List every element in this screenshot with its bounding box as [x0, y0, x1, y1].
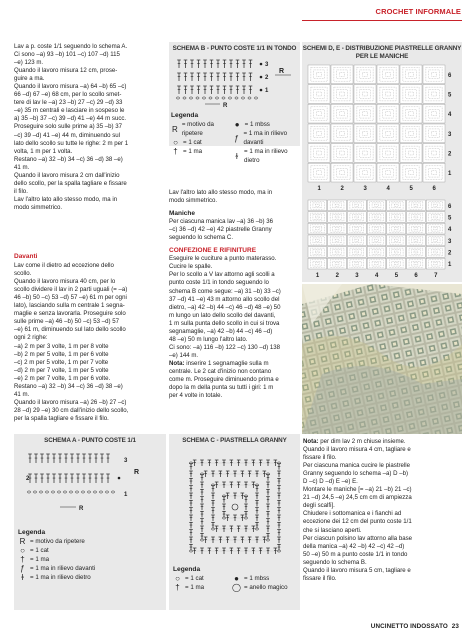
col-number: 2	[340, 186, 344, 192]
schema-a-legend-symbol-icon: †	[20, 555, 25, 565]
schema-c-title: SCHEMA C - PIASTRELLA GRANNY	[182, 437, 287, 444]
col3-line: seguendo lo schema B.	[303, 558, 367, 566]
schema-de-title: SCHEMI D, E - DISTRIBUZIONE PIASTRELLE GRANNY PER LE MANICHE	[302, 45, 462, 60]
granny-tile	[308, 163, 330, 182]
col1-line: Quando il lavoro misura 12 cm, prose-	[14, 67, 118, 75]
col1-line: tere di lav le –a) 23 –b) 27 –c) 29 –d) 33	[14, 99, 123, 107]
schema-a-legend	[18, 529, 164, 582]
col3-line: Montare le maniche [= –a) 21 –b) 21 –c)	[303, 486, 412, 494]
sweater-photo	[302, 284, 462, 434]
granny-tile	[354, 104, 376, 123]
maniche-line: –c) 36 –d) 42 –e) 42 piastrelle Granny	[169, 226, 272, 234]
schema-a-legend-title: Legenda	[18, 529, 46, 536]
col3-line: che si lasciano aperti.	[303, 526, 362, 534]
col1-line: –e) 123 m.	[14, 59, 44, 67]
maniche-line: Per ciascuna manica lav –a) 36 –b) 36	[169, 218, 273, 226]
col1-line: modo simmetrico.	[14, 203, 63, 211]
granny-tile	[377, 65, 399, 84]
granny-tile	[423, 65, 445, 84]
section-tag: CROCHET INFORMALE	[375, 7, 461, 16]
col1-line: Quando il lavoro misura –a) 64 –b) 65 –c)	[14, 83, 127, 91]
row-number: 4	[448, 112, 452, 119]
chain-mark	[228, 97, 231, 99]
col1b-line: 28 –d) 29 –e) 30 cm dall'inizio dello scollo,	[14, 406, 129, 414]
header-rule	[302, 20, 462, 21]
schema-a-legend-text: = 1 ma	[30, 556, 50, 564]
conf-line: m lungo un lato dello scollo del davanti,	[169, 311, 276, 319]
row-number: 1	[448, 262, 452, 269]
col1b-line: per la spalla tagliare e fissare il filo.	[14, 414, 109, 422]
chain-mark	[235, 97, 238, 99]
col-number: 1	[317, 186, 321, 192]
col1-line: –e) 35 m centrali e lasciare in sospeso le	[14, 107, 125, 115]
schema-b-legend-symbol-icon: ƒ	[234, 133, 239, 143]
row-label: 3	[124, 458, 128, 464]
maniche-heading: Maniche	[169, 210, 196, 218]
col-number: 2	[335, 273, 339, 279]
schema-a-legend-symbol-icon: R	[19, 537, 26, 547]
schema-b-legend-item	[171, 147, 230, 156]
col1b-line: –e) 2 m per 7 volte, 1 m per 6 volte.	[14, 374, 111, 382]
mbss-mark	[260, 63, 263, 66]
schema-c-legend-symbol-icon: ○	[175, 574, 180, 584]
row-number: 2	[448, 250, 452, 257]
row-label: 3	[265, 62, 269, 68]
nota-1-line: Nota: inserire 1 segnamaglie sulla m	[169, 359, 269, 367]
schema-b-legend-symbol-icon: ○	[173, 138, 178, 148]
granny-tile	[400, 85, 422, 104]
schema-a-legend-symbol-icon: ɫ	[21, 573, 24, 583]
schema-c-legend-symbol-icon: ◯	[232, 583, 241, 593]
col-number: 3	[363, 186, 367, 192]
col1b-line: –b) 2 m per 5 volte, 1 m per 6 volte	[14, 350, 109, 358]
col1b-line: Quando il lavoro misura 40 cm, per lo	[14, 278, 116, 286]
col3-line: Per ciascun polsino lav attorno alla base	[303, 534, 413, 542]
chain-mark	[99, 491, 102, 493]
col1b-line: 46 –b) 50 –c) 53 –d) 57 –e) 61 m per ogni	[14, 294, 127, 302]
col1-line: Lav a p. coste 1/1 seguendo lo schema A.	[14, 43, 128, 50]
mbss-mark	[260, 89, 263, 92]
col3-line: fissare il filo.	[303, 574, 337, 582]
schema-c-legend-item	[232, 574, 299, 583]
schema-b-legend-item	[171, 120, 230, 138]
col1b-line: –e) 61 m, diminuendo sul lato dello scollo	[14, 326, 126, 334]
schema-a-legend-text: = 1 ma in rilievo davanti	[30, 565, 96, 573]
col3-line: 50 –e) 50 m a punto coste 1/1 in tondo	[303, 550, 408, 558]
chain-mark	[196, 97, 199, 99]
col-number: 4	[375, 273, 379, 279]
granny-tile	[331, 104, 353, 123]
granny-tile	[308, 124, 330, 143]
schema-e-grid	[306, 198, 461, 280]
schema-b-legend-item	[233, 120, 301, 129]
granny-tile	[331, 163, 353, 182]
schema-a-legend-item	[18, 573, 164, 582]
chain-mark	[215, 97, 218, 99]
nota-1-line: centrale. Le 2 cat d'inizio non contano	[169, 367, 272, 375]
granny-tile	[354, 163, 376, 182]
col1b-line: –a) 2 m per 3 volte, 1 m per 8 volte	[14, 342, 109, 350]
granny-tile	[377, 163, 399, 182]
col-number: 1	[315, 273, 320, 279]
col-number: 6	[432, 186, 436, 192]
col-number: 3	[355, 273, 359, 279]
granny-tile	[354, 144, 376, 163]
nota-1-line: per 4 volte in totale.	[169, 392, 223, 400]
schema-c-legend-item	[173, 583, 228, 592]
col1b-line: ogni 2 righe:	[14, 334, 48, 342]
col1b-line: –c) 2 m per 5 volte, 1 m per 7 volte	[14, 358, 109, 366]
col1-line: Quando il lavoro misura 2 cm dall'inizio	[14, 171, 120, 179]
chain-mark	[39, 491, 42, 493]
davanti-heading: Davanti	[14, 253, 38, 260]
repeat-label: R	[134, 469, 140, 476]
col1-line: guire a ma.	[14, 75, 45, 83]
col1-line: lato dello scollo su tutte le righe: 2 m per 1	[14, 139, 129, 147]
col3-line: Quando il lavoro misura 5 cm, tagliare e	[303, 566, 411, 574]
conf-line: Cucire le spalle.	[169, 263, 213, 271]
col3-line: eccezione dei 12 cm del punto coste 1/1	[303, 518, 412, 526]
magic-ring	[232, 504, 238, 510]
row-label: 2	[26, 476, 30, 482]
granny-tile	[308, 144, 330, 163]
conf-line: schema B come segue: –a) 31 –b) 33 –c)	[169, 287, 281, 295]
granny-tile	[400, 163, 422, 182]
chain-mark	[87, 491, 90, 493]
conf-line: Eseguire le cuciture a punto materasso.	[169, 255, 277, 263]
chain-mark	[57, 491, 60, 493]
page-number: 23	[451, 622, 459, 630]
col1-line: Lav l'altro lato allo stesso modo, ma in	[14, 195, 118, 203]
schema-a-legend-symbol-icon: ƒ	[20, 564, 25, 574]
col1-line: volta, 1 m per 1 volta.	[14, 147, 73, 155]
col2-line: modo simmetrico.	[169, 197, 218, 205]
conf-line: punto coste 1/1 in tondo seguendo lo	[169, 279, 269, 287]
schema-a-legend-text: = 1 cat	[30, 547, 49, 555]
repeat-label: R	[79, 506, 84, 512]
col3-line: Chiudere i sottomanica e i fianchi ad	[303, 510, 402, 518]
maniche-line: seguendo lo schema C.	[169, 234, 234, 242]
schema-b-legend-text: = motivo da ripetere	[181, 121, 215, 138]
magazine-name: UNCINETTO INDOSSATO	[370, 622, 448, 630]
nota-1	[169, 360, 300, 400]
nota-1-label: Nota:	[169, 359, 185, 367]
granny-tile	[354, 124, 376, 143]
mbss-mark	[260, 76, 263, 79]
chain-mark	[189, 97, 192, 99]
schema-a-legend-item	[18, 546, 164, 555]
schema-b-chart	[175, 58, 293, 108]
col1-line: –c) 39 –d) 41 –e) 44 m, diminuendo sul	[14, 131, 121, 139]
chain-mark	[69, 491, 72, 493]
col3-line: D –c) D –d) E –e) E.	[303, 478, 358, 486]
chain-mark	[222, 97, 225, 99]
schema-a-title: SCHEMA A - PUNTO COSTE 1/1	[44, 437, 136, 444]
schema-b-legend-text: = 1 cat	[183, 139, 202, 147]
conf-line: 1 m sulla punta dello scollo in cui si trova	[169, 319, 280, 327]
col1b-line: scollo.	[14, 270, 32, 278]
chain-mark	[93, 491, 96, 493]
schema-b-legend-item	[171, 138, 230, 147]
round-outline	[213, 485, 257, 529]
col3-line: della manica –a) 42 –b) 42 –c) 42 –d)	[303, 542, 405, 550]
davanti-text	[14, 262, 166, 423]
granny-tile	[400, 144, 422, 163]
chain-mark	[111, 491, 114, 493]
granny-tile	[331, 124, 353, 143]
col1b-line: maglie e senza lavorarla. Proseguire solo	[14, 310, 126, 318]
confezione-heading: CONFEZIONE E RIFINITURE	[169, 247, 257, 255]
granny-tile	[308, 85, 330, 104]
schema-b-legend-title: Legenda	[171, 112, 199, 119]
col-number: 5	[394, 273, 399, 279]
col1b-line: lato), lasciando sulla m centrale 1 segna-	[14, 302, 125, 310]
col1-line: Ci sono –a) 93 –b) 101 –c) 107 –d) 115	[14, 51, 120, 59]
col3-line: Nota: per dim lav 2 m chiuse insieme.	[303, 438, 406, 445]
schema-c-legend-title: Legenda	[173, 566, 201, 573]
schema-b-legend-symbol-icon: R	[172, 124, 178, 134]
conf-line: Ci sono: –a) 116 –b) 122 –c) 130 –d) 138	[169, 343, 281, 351]
granny-tile	[423, 104, 445, 123]
granny-tile	[400, 65, 422, 84]
schema-c-legend-text: = 1 mbss	[244, 575, 270, 583]
schema-b-legend-symbol-icon: †	[173, 147, 178, 157]
granny-tile	[400, 104, 422, 123]
row-number: 1	[448, 171, 452, 178]
row-number: 3	[448, 131, 452, 138]
conf-line: –e) 144 m.	[169, 351, 199, 359]
col-number: 7	[434, 273, 438, 279]
col3-line: Quando il lavoro misura 4 cm, tagliare e	[303, 446, 411, 454]
schema-c-chart	[180, 452, 290, 562]
column-2-text	[169, 189, 300, 400]
granny-tile	[423, 85, 445, 104]
col1-line: dello scollo, per la spalla tagliare e fissare	[14, 179, 127, 187]
schema-c-legend-symbol-icon: †	[175, 583, 180, 593]
row-number: 5	[448, 215, 452, 222]
schema-b-legend-text: = 1 ma in rilievo dietro	[244, 148, 288, 165]
chain-mark	[254, 97, 257, 99]
conf-line: segnamaglie, –a) 42 –b) 44 –c) 46 –d)	[169, 327, 273, 335]
column-1-text	[14, 43, 166, 212]
page-footer	[371, 623, 459, 631]
schema-b-legend-symbol-icon: ɫ	[235, 151, 239, 161]
granny-tile	[423, 144, 445, 163]
col2-line: Lav l'altro lato allo stesso modo, ma in	[169, 189, 273, 196]
schema-a-legend-item	[18, 564, 164, 573]
conf-line: dietro, –a) 42 –b) 44 –c) 46 –d) 48 –e) 50	[169, 303, 281, 311]
chain-mark	[105, 491, 108, 493]
col3-line: degli scalfi].	[303, 502, 335, 510]
mbss-mark	[118, 477, 121, 480]
col1-line: il filo.	[14, 187, 28, 195]
chain-mark	[176, 97, 179, 99]
davanti-section	[14, 253, 166, 423]
schema-c-legend-item	[232, 583, 299, 592]
granny-tile	[377, 124, 399, 143]
schema-a-legend-symbol-icon: ○	[20, 546, 25, 556]
col1b-line: Lav come il dietro ad eccezione dello	[14, 262, 114, 270]
granny-tile	[377, 85, 399, 104]
schema-b-legend-text: = 1 mbss	[244, 121, 270, 129]
row-number: 2	[448, 151, 452, 158]
schema-b-legend-symbol-icon: ●	[234, 120, 240, 130]
chain-mark	[75, 491, 78, 493]
col1b-line: Quando il lavoro misura –a) 26 –b) 27 –c)	[14, 398, 127, 406]
chain-mark	[81, 491, 84, 493]
row-number: 6	[448, 72, 452, 79]
row-label: 1	[265, 88, 269, 94]
schema-d-grid	[306, 63, 461, 193]
schema-c-legend-item	[173, 574, 228, 583]
chain-mark	[27, 491, 30, 493]
granny-tile	[423, 163, 445, 182]
schema-b-title: SCHEMA B - PUNTO COSTE 1/1 IN TONDO	[172, 45, 297, 52]
col-number: 5	[409, 186, 413, 192]
granny-tile	[377, 104, 399, 123]
granny-tile	[400, 124, 422, 143]
col1b-line: –d) 2 m per 7 volte, 1 m per 5 volte	[14, 366, 109, 374]
row-label: 2	[265, 75, 269, 81]
col1-line: 41 m.	[14, 163, 30, 171]
schema-a-legend-text: = motivo da ripetere	[30, 538, 85, 546]
schema-b-legend-item	[233, 147, 301, 165]
col1b-line: scollo dividere il lav in 2 parti uguali (= –a)	[14, 286, 128, 294]
nota-1-line: come m. Proseguire diminuendo prima e	[169, 376, 279, 384]
chain-mark	[63, 491, 66, 493]
schema-b-legend-text: = 1 ma in rilievo davanti	[243, 130, 288, 147]
granny-tile	[377, 144, 399, 163]
conf-line: 48 –e) 50 m lungo l'altro lato.	[169, 335, 248, 343]
granny-tile	[354, 65, 376, 84]
chain-mark	[209, 97, 212, 99]
schema-a-legend-item	[18, 555, 164, 564]
schema-b-legend-item	[233, 129, 301, 147]
row-number: 3	[448, 238, 452, 245]
chain-mark	[51, 491, 54, 493]
col3-line: fissare il filo.	[303, 454, 337, 462]
col1b-line: Restano –a) 32 –b) 34 –c) 36 –d) 38 –e)	[14, 382, 123, 390]
chain-mark	[202, 97, 205, 99]
granny-tile	[331, 144, 353, 163]
col1b-line: 41 m.	[14, 390, 30, 398]
chain-mark	[183, 97, 186, 99]
row-number: 6	[448, 203, 452, 210]
row-number: 5	[448, 92, 452, 99]
col1-line: Proseguire solo sulle prime a) 35 –b) 37	[14, 123, 123, 131]
schema-a-chart	[24, 452, 156, 522]
schema-a-legend-text: = 1 ma in rilievo dietro	[30, 574, 91, 582]
schema-c-legend-text: = 1 cat	[185, 575, 204, 583]
col1-line: a) 35 –b) 37 –c) 39 –d) 41 –e) 44 m succ.	[14, 115, 127, 123]
repeat-label: R	[223, 103, 228, 108]
granny-tile	[331, 65, 353, 84]
schema-a-legend-item	[18, 537, 164, 546]
schema-b-legend-text: = 1 ma	[183, 148, 203, 156]
chain-mark	[241, 97, 244, 99]
granny-tile	[423, 124, 445, 143]
col1-line: Restano –a) 32 –b) 34 –c) 36 –d) 38 –e)	[14, 155, 123, 163]
nota-1-line: dopo la m della punta su tutti i giri: 1 m	[169, 384, 274, 392]
granny-tile	[308, 104, 330, 123]
chain-mark	[45, 491, 48, 493]
conf-line: 37 –d) 41 –e) 43 m attorno allo scollo del	[169, 295, 280, 303]
granny-tile	[354, 85, 376, 104]
schema-c-legend-text: = anello magico	[244, 584, 288, 592]
repeat-label: R	[279, 68, 285, 75]
row-number: 4	[448, 227, 452, 234]
chain-mark	[248, 97, 251, 99]
chain-mark	[33, 491, 36, 493]
granny-tile	[331, 85, 353, 104]
col3-line: Per ciascuna manica cucire le piastrelle	[303, 462, 411, 470]
conf-line: Per lo scollo a V lav attorno agli scolli a	[169, 271, 275, 279]
nota-2-label: Nota:	[303, 438, 319, 445]
col1b-line: sulle prime –a) 46 –b) 50 –c) 53 –d) 57	[14, 318, 120, 326]
row-label: 1	[124, 492, 128, 498]
column-3-text	[303, 438, 463, 583]
col-number: 4	[386, 186, 390, 192]
schema-b-legend	[171, 112, 301, 165]
col-number: 6	[414, 273, 418, 279]
col3-line: 21 –d) 24,5 –e) 24,5 cm cm di ampiezza	[303, 494, 412, 502]
col3-line: Granny seguendo lo schema –a) D –b)	[303, 470, 409, 478]
sweater-photo-image	[302, 284, 462, 434]
col1-line: 66 –d) 67 –e) 68 cm, per lo scollo smet-	[14, 91, 122, 99]
schema-c-legend	[173, 566, 299, 592]
granny-tile	[308, 65, 330, 84]
schema-c-legend-symbol-icon: ●	[234, 574, 239, 584]
schema-c-legend-text: = 1 ma	[185, 584, 205, 592]
